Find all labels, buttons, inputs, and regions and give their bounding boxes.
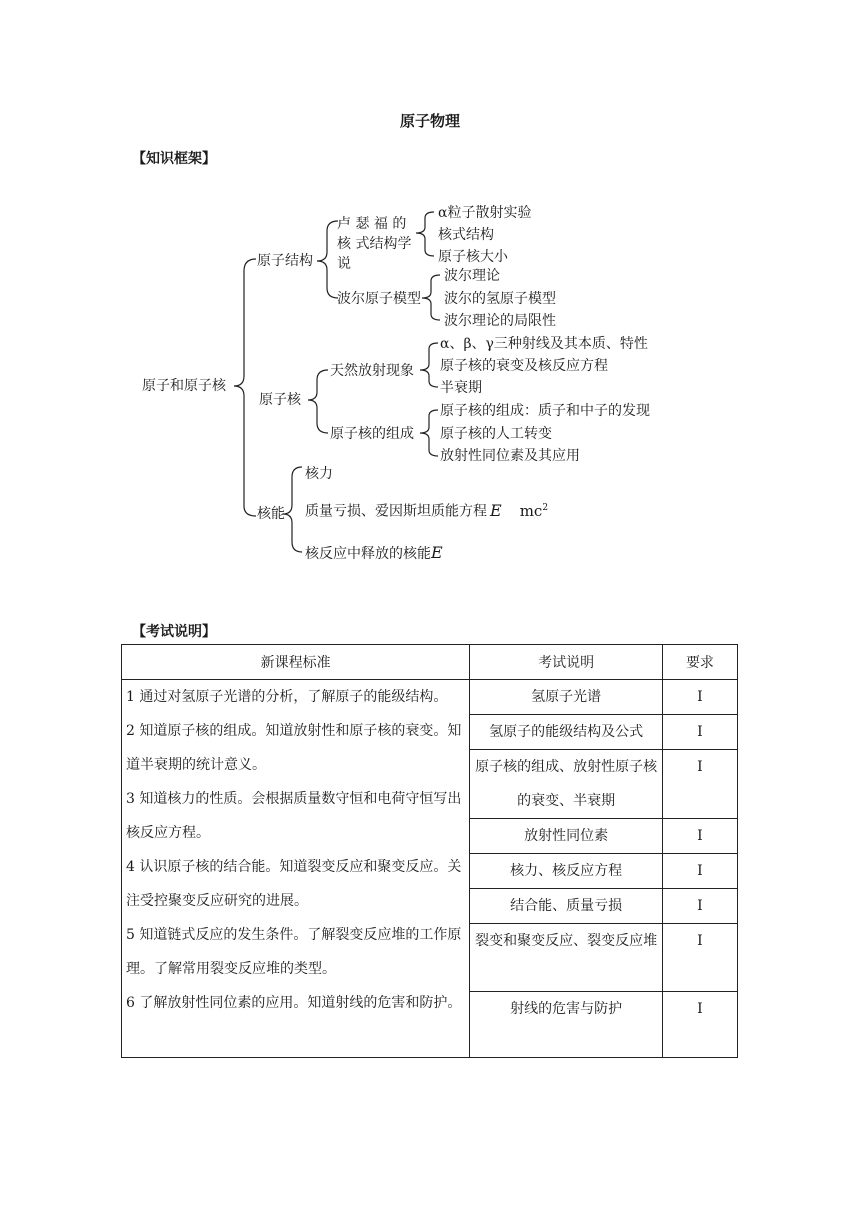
standard-item: 3 知道核力的性质。会根据质量数守恒和电荷守恒写出核反应方程。 bbox=[126, 791, 462, 841]
table-header-cell: 新课程标准 bbox=[122, 645, 470, 680]
standard-item: 4 认识原子核的结合能。知道裂变反应和聚变反应。关注受控聚变反应研究的进展。 bbox=[126, 859, 462, 909]
requirement-cell: I bbox=[662, 680, 737, 715]
exam-item-cell: 氢原子的能级结构及公式 bbox=[470, 715, 663, 750]
mass-defect-text: 质量亏损、爱因斯坦质能方程 bbox=[305, 503, 487, 520]
standard-item: 2 知道原子核的组成。知道放射性和原子核的衰变。知道半衰期的统计意义。 bbox=[126, 723, 462, 773]
tree-node-composition: 原子核的组成 bbox=[330, 426, 414, 442]
tree-leaf: 波尔的氢原子模型 bbox=[444, 291, 556, 307]
requirement-cell: I bbox=[662, 992, 737, 1058]
tree-leaf: 半衰期 bbox=[440, 380, 482, 396]
tree-leaf-mass-defect bbox=[305, 498, 548, 522]
standard-item: 6 了解放射性同位素的应用。知道射线的危害和防护。 bbox=[126, 995, 462, 1011]
brace-radioactivity bbox=[420, 343, 438, 387]
energy-symbol: E bbox=[431, 543, 443, 562]
exam-item-cell: 结合能、质量亏损 bbox=[470, 889, 663, 924]
exam-item-cell: 放射性同位素 bbox=[470, 819, 663, 854]
brace-structure bbox=[317, 221, 338, 298]
table-header-cell: 要求 bbox=[662, 645, 737, 680]
tree-leaf: 原子核的组成：质子和中子的发现 bbox=[440, 403, 650, 419]
requirement-cell: I bbox=[662, 889, 737, 924]
release-text: 核反应中释放的核能 bbox=[305, 546, 431, 562]
tree-node-bohr: 波尔原子模型 bbox=[337, 291, 421, 307]
table-header-row bbox=[122, 645, 738, 680]
tree-leaf: α粒子散射实验 bbox=[438, 205, 532, 221]
standard-item: 1 通过对氢原子光谱的分析，了解原子的能级结构。 bbox=[126, 689, 448, 705]
tree-node-radioactivity: 天然放射现象 bbox=[330, 363, 414, 379]
tree-leaf-release bbox=[305, 543, 443, 564]
tree-node-rutherford: 卢 瑟 福 的 核 式结构学说 bbox=[337, 216, 412, 272]
exam-item-cell: 射线的危害与防护 bbox=[470, 992, 663, 1058]
table-row bbox=[122, 680, 738, 715]
requirement-cell: I bbox=[662, 750, 737, 819]
exam-item-cell: 核力、核反应方程 bbox=[470, 854, 663, 889]
requirement-cell: I bbox=[662, 924, 737, 992]
brace-nucleus bbox=[308, 370, 328, 433]
energy-symbol: E bbox=[490, 500, 502, 520]
section-heading-framework: 【知识框架】 bbox=[132, 151, 216, 167]
mc-symbol: mc bbox=[519, 501, 543, 520]
exam-item-cell: 氢原子光谱 bbox=[470, 680, 663, 715]
tree-leaf: α、β、γ三种射线及其本质、特性 bbox=[440, 336, 648, 352]
tree-leaf: 波尔理论的局限性 bbox=[444, 313, 556, 329]
tree-leaf: 原子核的衰变及核反应方程 bbox=[440, 358, 608, 374]
tree-root: 原子和原子核 bbox=[142, 378, 226, 394]
requirement-cell: I bbox=[662, 854, 737, 889]
brace-composition bbox=[420, 410, 438, 456]
exam-table bbox=[121, 644, 738, 1058]
brace-energy bbox=[283, 467, 302, 552]
brace-bohr bbox=[422, 275, 440, 320]
standard-item: 5 知道链式反应的发生条件。了解裂变反应堆的工作原理。了解常用裂变反应堆的类型。 bbox=[126, 927, 462, 977]
table-header-cell: 考试说明 bbox=[470, 645, 663, 680]
standards-cell bbox=[122, 680, 470, 1058]
requirement-cell: I bbox=[662, 715, 737, 750]
exam-item-cell: 裂变和聚变反应、裂变反应堆 bbox=[470, 924, 663, 992]
requirement-cell: I bbox=[662, 819, 737, 854]
section-heading-exam: 【考试说明】 bbox=[132, 624, 216, 640]
tree-leaf: 原子核大小 bbox=[438, 249, 508, 265]
tree-node-nucleus: 原子核 bbox=[259, 392, 301, 408]
page-title: 原子物理 bbox=[399, 112, 460, 130]
tree-leaf: 核力 bbox=[305, 466, 333, 482]
exam-item-cell: 原子核的组成、放射性原子核的衰变、半衰期 bbox=[470, 750, 663, 819]
tree-leaf: 放射性同位素及其应用 bbox=[440, 448, 580, 464]
brace-root bbox=[234, 259, 256, 516]
tree-leaf: 核式结构 bbox=[438, 227, 494, 243]
square-exponent: 2 bbox=[542, 503, 549, 513]
tree-leaf: 波尔理论 bbox=[444, 268, 500, 284]
tree-leaf: 原子核的人工转变 bbox=[440, 426, 552, 442]
tree-node-energy: 核能 bbox=[257, 506, 285, 522]
tree-node-structure: 原子结构 bbox=[257, 253, 313, 269]
